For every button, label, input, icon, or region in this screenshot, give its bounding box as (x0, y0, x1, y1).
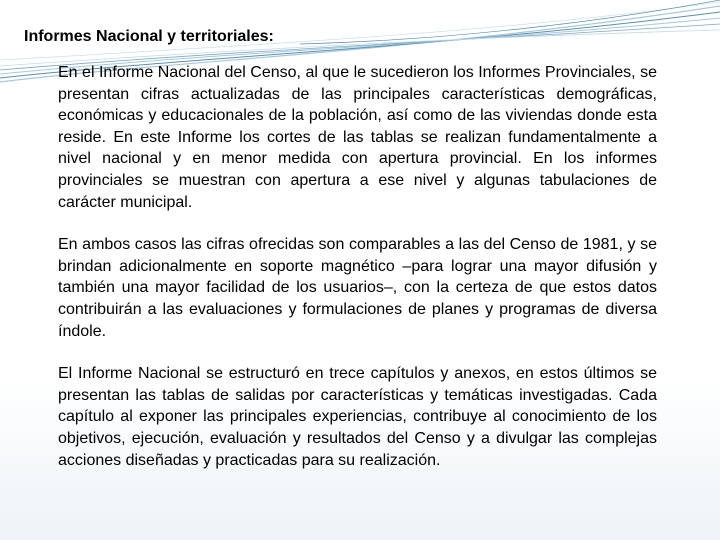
slide-title: Informes Nacional y territoriales: (24, 28, 274, 45)
paragraph: En el Informe Nacional del Censo, al que le sucedieron los Informes Provinciales, se presentan cifras actualizadas de las principales características demográficas, económicas y educacionales de la población, así como de las viviendas donde esta reside. En este Informe los cortes de las tablas se realizan fundamentalmente a nivel nacional y en menor medida con apertura provincial. En los informes provinciales se muestran con apertura a ese nivel y algunas tabulaciones de carácter municipal. (58, 64, 657, 211)
slide-body (58, 62, 657, 492)
paragraph: El Informe Nacional se estructuró en trece capítulos y anexos, en estos últimos se presentan las tablas de salidas por características y temáticas investigadas. Cada capítulo al exponer las principales experiencias, contribuye al conocimiento de los objetivos, ejecución, evaluación y resultados del Censo y a divulgar las complejas acciones diseñadas y practicadas para su realización. (58, 365, 657, 469)
paragraph: En ambos casos las cifras ofrecidas son comparables a las del Censo de 1981, y se brindan adicionalmente en soporte magnético –para lograr una mayor difusión y también una mayor facilidad de los usuarios–, con la certeza de que estos datos contribuirán a las evaluaciones y formulaciones de planes y programas de diversa índole. (58, 236, 657, 340)
